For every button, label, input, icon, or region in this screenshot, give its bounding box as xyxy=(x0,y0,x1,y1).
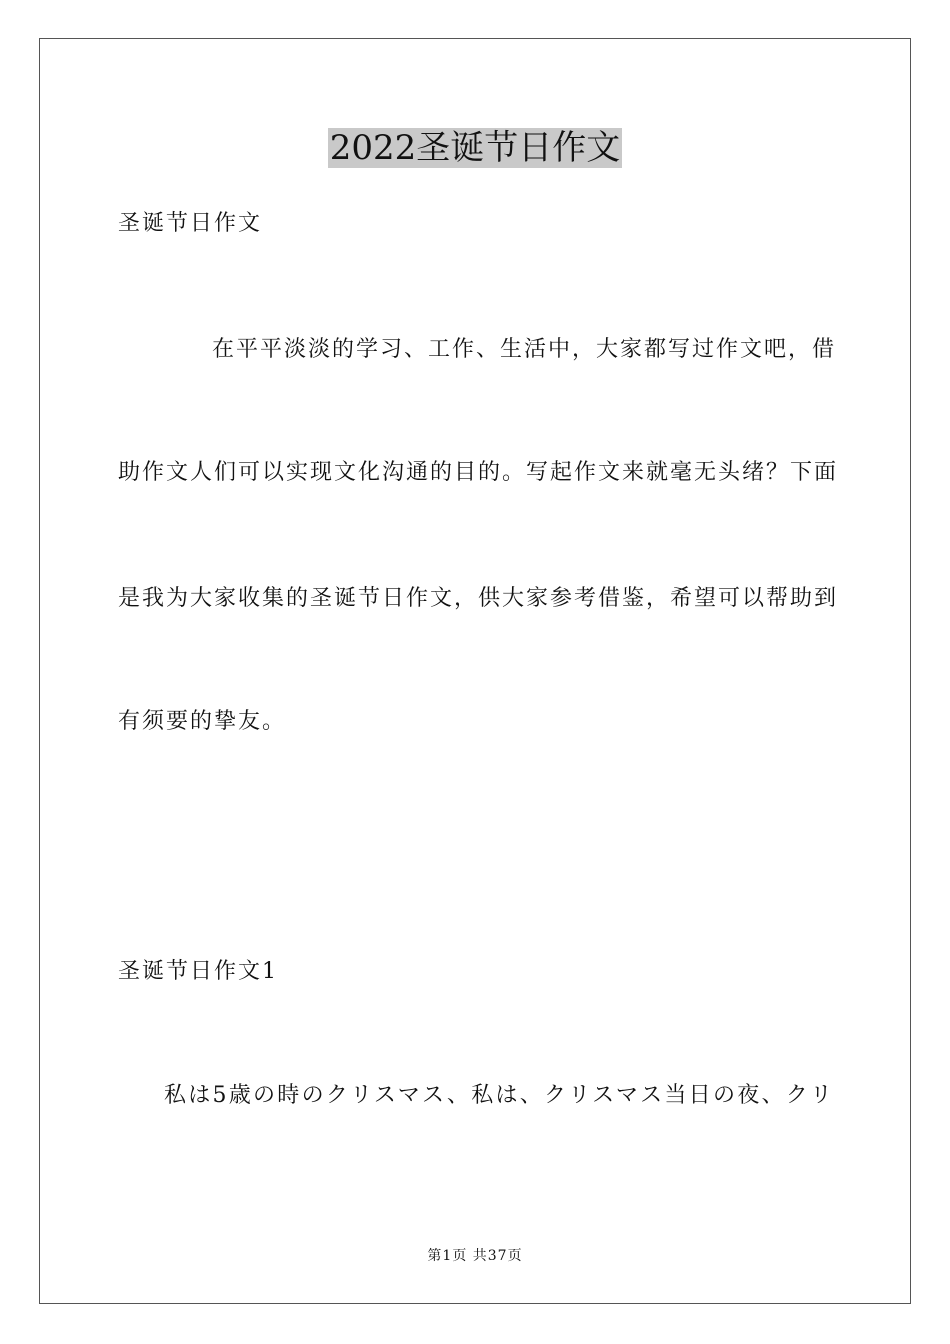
intro-line-3: 是我为大家收集的圣诞节日作文，供大家参考借鉴，希望可以帮助到 xyxy=(118,586,839,611)
document-subtitle: 圣诞节日作文 xyxy=(118,211,263,236)
section-first-line: 私は5歳の時のクリスマス、私は、クリスマス当日の夜、クリ xyxy=(164,1083,834,1108)
section-heading: 圣诞节日作文1 xyxy=(118,959,278,984)
intro-line-1: 在平平淡淡的学习、工作、生活中，大家都写过作文吧，借 xyxy=(212,337,837,362)
document-title xyxy=(0,126,950,170)
intro-line-2: 助作文人们可以实现文化沟通的目的。写起作文来就毫无头绪？下面 xyxy=(118,460,839,485)
intro-line-4: 有须要的挚友。 xyxy=(118,709,287,734)
page-footer: 第1页 共37页 xyxy=(427,1248,523,1264)
document-title-text: 2022圣诞节日作文 xyxy=(329,128,621,168)
